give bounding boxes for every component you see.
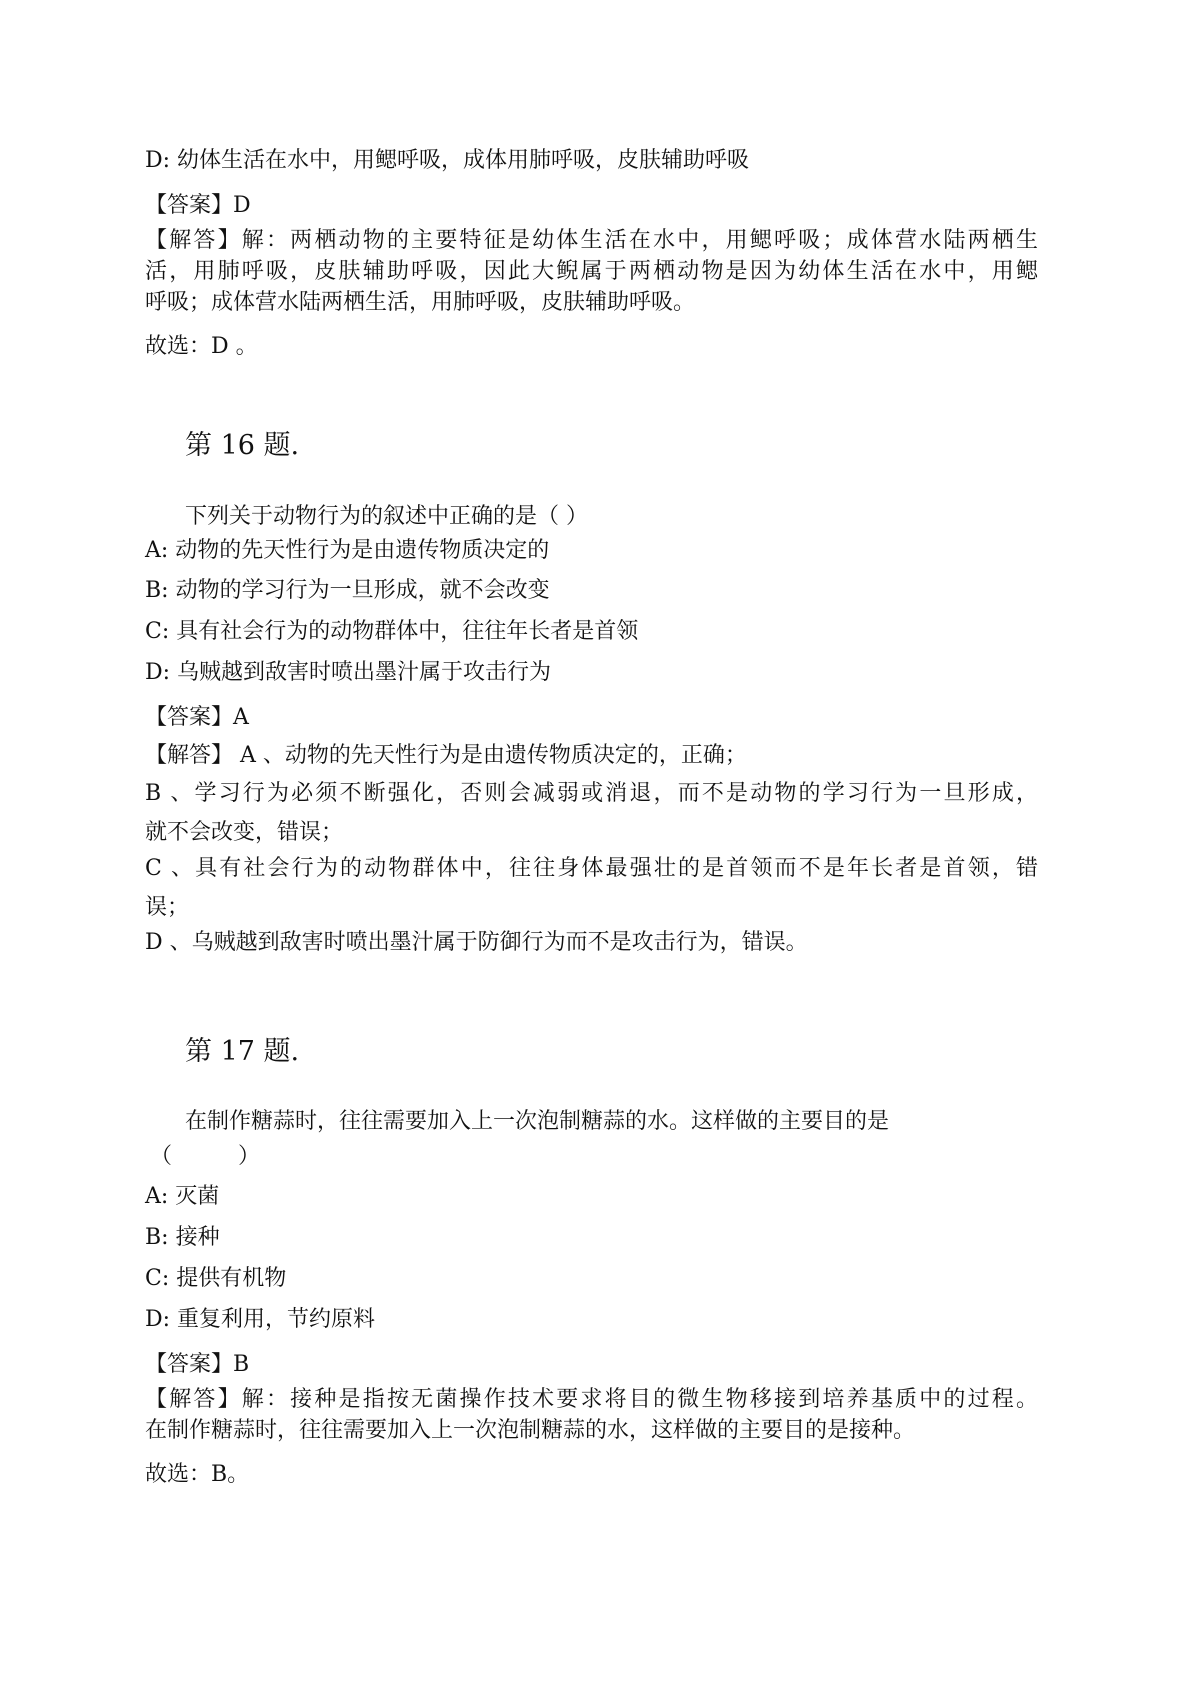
- q16-stem: 下列关于动物行为的叙述中正确的是（ ）: [185, 504, 588, 529]
- q16-option-d: D: 乌贼越到敌害时喷出墨汁属于攻击行为: [145, 660, 552, 685]
- q17-option-d: D: 重复利用，节约原料: [145, 1307, 376, 1332]
- q15-analysis-line-3: 呼吸；成体营水陆两栖生活，用肺呼吸，皮肤辅助呼吸。: [145, 290, 696, 315]
- q16-analysis-line-2: B 、学习行为必须不断强化，否则会减弱或消退，而不是动物的学习行为一旦形成，: [145, 781, 1038, 806]
- q17-conclusion: 故选：B。: [145, 1462, 250, 1487]
- q16-option-b: B: 动物的学习行为一旦形成，就不会改变: [145, 578, 550, 603]
- q16-title: 第 16 题.: [185, 430, 300, 461]
- q15-analysis-line-1: 【解答】解：两栖动物的主要特征是幼体生活在水中，用鳃呼吸；成体营水陆两栖生: [145, 228, 1038, 253]
- q15-option-d: D: 幼体生活在水中，用鳃呼吸，成体用肺呼吸，皮肤辅助呼吸: [145, 148, 750, 173]
- q15-answer: 【答案】D: [145, 193, 251, 218]
- q17-title: 第 17 题.: [185, 1036, 300, 1067]
- q17-analysis-line-1: 【解答】解：接种是指按无菌操作技术要求将目的微生物移接到培养基质中的过程。: [145, 1387, 1038, 1412]
- q17-option-b: B: 接种: [145, 1225, 220, 1250]
- q16-analysis-line-4: C 、具有社会行为的动物群体中，往往身体最强壮的是首领而不是年长者是首领，错: [145, 856, 1038, 881]
- q15-analysis-line-2: 活，用肺呼吸，皮肤辅助呼吸，因此大鲵属于两栖动物是因为幼体生活在水中，用鳃: [145, 259, 1038, 284]
- q17-stem-paren: （ ）: [150, 1144, 261, 1169]
- q15-conclusion: 故选：D 。: [145, 334, 258, 359]
- q17-analysis-line-2: 在制作糖蒜时，往往需要加入上一次泡制糖蒜的水，这样做的主要目的是接种。: [145, 1418, 916, 1443]
- q16-option-a: A: 动物的先天性行为是由遗传物质决定的: [145, 538, 550, 563]
- q17-option-c: C: 提供有机物: [145, 1266, 287, 1291]
- q17-answer: 【答案】B: [145, 1352, 250, 1377]
- q16-answer: 【答案】A: [145, 705, 249, 730]
- q16-analysis-line-1: 【解答】 A 、动物的先天性行为是由遗传物质决定的，正确；: [145, 743, 747, 768]
- q16-analysis-line-6: D 、乌贼越到敌害时喷出墨汁属于防御行为而不是攻击行为，错误。: [145, 930, 808, 955]
- q16-analysis-line-3: 就不会改变，错误；: [145, 820, 344, 845]
- q17-stem: 在制作糖蒜时，往往需要加入上一次泡制糖蒜的水。这样做的主要目的是: [185, 1109, 890, 1134]
- q17-option-a: A: 灭菌: [145, 1184, 220, 1209]
- q16-analysis-line-5: 误；: [145, 895, 190, 920]
- q16-option-c: C: 具有社会行为的动物群体中，往往年长者是首领: [145, 619, 639, 644]
